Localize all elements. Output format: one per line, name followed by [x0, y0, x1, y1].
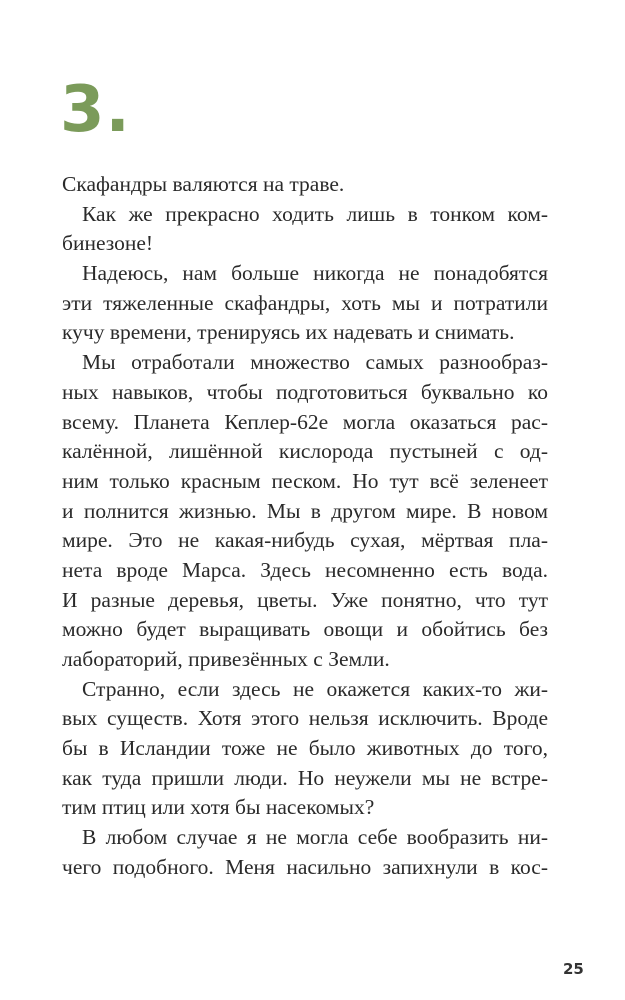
text-line: ных навыков, чтобы подготовиться буквально ко — [62, 379, 548, 404]
text-line: Скафандры валяются на траве. — [62, 172, 345, 196]
text-line: лабораторий, привезённых с Земли. — [62, 647, 390, 671]
page-number: 25 — [563, 960, 584, 978]
chapter-number: 3. — [60, 73, 131, 147]
text-line: эти тяжеленные скафандры, хоть мы и потратили — [62, 290, 548, 315]
text-line: И разные деревья, цветы. Уже понятно, что тут — [62, 587, 548, 612]
text-line: чего подобного. Меня насильно запихнули в кос- — [62, 854, 548, 879]
text-line: бы в Исландии тоже не было животных до того, — [62, 736, 548, 761]
text-line: ним только красным песком. Но тут всё зеленеет — [62, 468, 548, 493]
text-line: вых существ. Хотя этого нельзя исключить. Вроде — [62, 706, 548, 731]
text-line: нета вроде Марса. Здесь несомненно есть вода. — [62, 557, 548, 582]
text-line: Мы отработали множество самых разнообраз- — [82, 350, 548, 375]
text-line: тим птиц или хотя бы насекомых? — [62, 795, 375, 820]
text-line: Надеюсь, нам больше никогда не понадобятся — [82, 261, 548, 286]
text-line: В любом случае я не могла себе вообразить ни- — [82, 825, 548, 850]
text-line: Странно, если здесь не окажется каких-то жи- — [82, 676, 548, 701]
text-line: мире. Это не какая-нибудь сухая, мёртвая пла- — [62, 528, 548, 553]
text-line: можно будет выращивать овощи и обойтись без — [62, 617, 548, 642]
text-line: и полнится жизнью. Мы в другом мире. В новом — [62, 498, 548, 523]
chapter-body-text — [62, 170, 548, 883]
text-line: Как же прекрасно ходить лишь в тонком ком- — [82, 201, 548, 226]
text-line: всему. Планета Кеплер-62е могла оказаться рас- — [62, 409, 548, 434]
text-line: калённой, лишённой кислорода пустыней с од- — [62, 439, 548, 464]
text-line: как туда пришли люди. Но неужели мы не встре- — [62, 765, 548, 790]
text-line: кучу времени, тренируясь их надевать и снимать. — [62, 320, 515, 345]
text-line: бинезоне! — [62, 231, 154, 256]
